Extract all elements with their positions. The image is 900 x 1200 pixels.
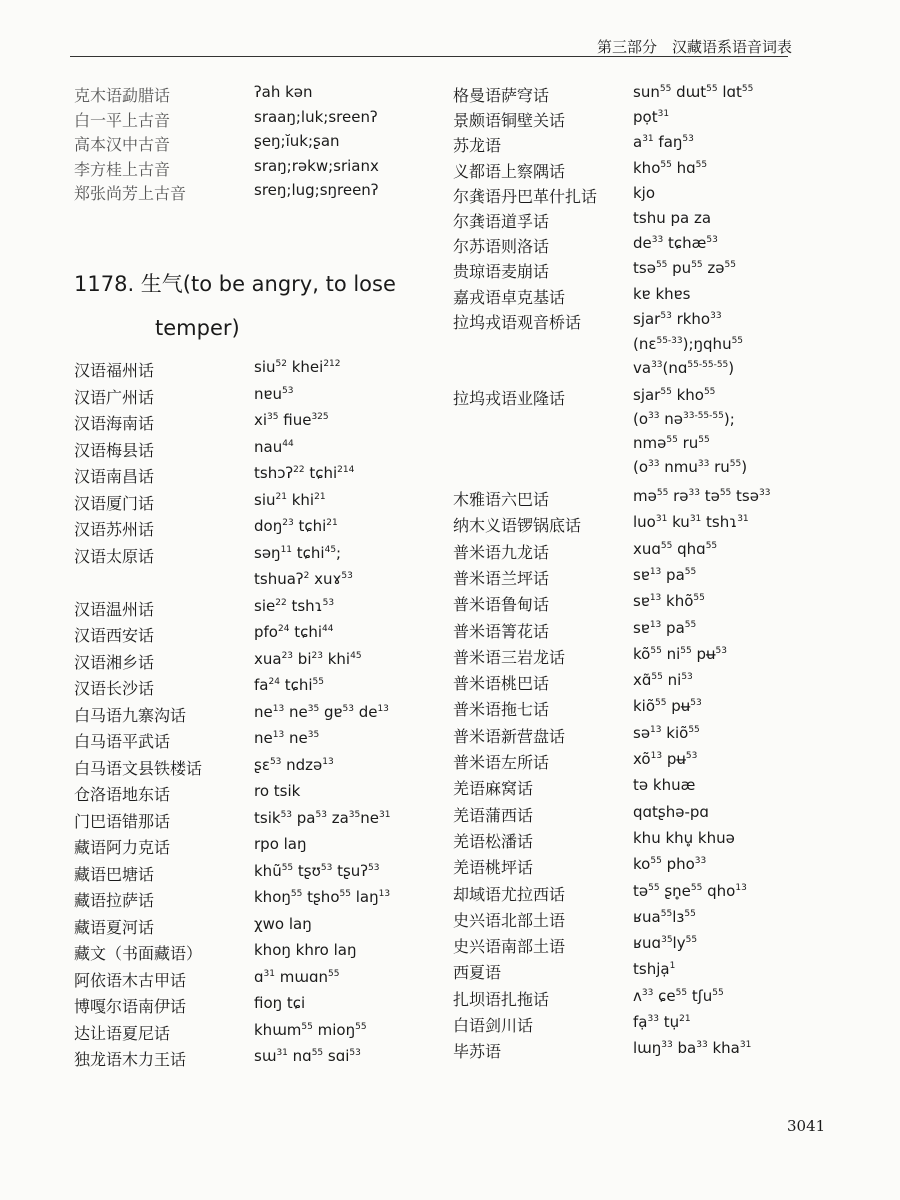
entry-row (74, 623, 333, 646)
language-label: 普米语九龙话 (453, 542, 550, 562)
running-header: 第三部分 汉藏语系语音词表 (597, 38, 793, 56)
entry-row (74, 544, 341, 567)
pronunciation: nau$^{44}$ (254, 437, 294, 456)
language-label: 汉语苏州话 (74, 520, 155, 539)
entry-row (453, 960, 675, 983)
language-label: 尔龚语丹巴革什扎话 (453, 186, 598, 206)
pronunciation: qɑtʂhə-pɑ (633, 802, 709, 821)
language-label: 普米语鲁甸话 (453, 595, 550, 615)
pronunciation: kɐ khɐs (633, 284, 691, 303)
entry-row (453, 209, 711, 232)
language-label: 普米语箐花话 (453, 621, 550, 641)
entry-row (74, 941, 357, 964)
pronunciation: χwo laŋ (254, 914, 312, 933)
pronunciation: $fa^{24}$ tɕhi$^{55}$ (254, 676, 324, 694)
pronunciation: nɐu$^{53}$ (254, 384, 294, 403)
pronunciation: tsə$^{55}$ $pu^{55}$ zə$^{55}$ (633, 259, 736, 278)
entry-row (453, 776, 695, 799)
pronunciation: $ne^{13}$ $ne^{35}$ gɐ$^{53}$ $de^{13}$ (254, 702, 389, 721)
pronunciation-continuation: ($o^{33}$ nmu$^{33}$ $ru^{55}$) (633, 458, 748, 476)
pronunciation-continuation: $va^{33}(nɑ^{55-55-55})$ (633, 359, 735, 377)
pronunciation: $xi^{35}$ fiue$^{325}$ (254, 411, 329, 429)
pronunciation: sɐ$^{13}$ $pa^{55}$ (633, 565, 697, 584)
entry-row (74, 729, 319, 752)
language-label: 羌语蒲西话 (453, 805, 534, 825)
entry-row (453, 855, 706, 878)
entry-row (74, 157, 379, 180)
entry-row (74, 994, 305, 1017)
pronunciation: tshuaʔ$^2$ xuɤ$^{53}$ (254, 570, 353, 588)
entry-row (74, 676, 324, 699)
pronunciation: ʂeŋ;ĭuk;ʂan (254, 132, 340, 150)
language-label: 嘉戎语卓克基话 (453, 287, 566, 307)
language-label: 门巴语错那话 (74, 811, 171, 831)
entry-row (453, 234, 718, 257)
language-label: 景颇语铜壁关话 (453, 111, 566, 131)
pronunciation: khũ$^{55}$ tʂʊ$^{53}$ tʂuʔ$^{53}$ (254, 861, 380, 880)
language-label: 汉语海南话 (74, 414, 155, 433)
entry-row (453, 829, 735, 852)
language-label: 达让语夏尼话 (74, 1023, 171, 1043)
language-label: 普米语三岩龙话 (453, 647, 566, 667)
entry-row (453, 908, 696, 931)
language-label: 毕苏语 (453, 1042, 502, 1062)
entry-row (453, 108, 669, 131)
entry-row (74, 756, 334, 779)
pronunciation: rpo laŋ (254, 835, 307, 853)
entry-row (453, 1039, 751, 1062)
language-label: 藏语巴塘话 (74, 864, 155, 884)
language-label: 义都语上察隅话 (453, 161, 566, 181)
entry-row (453, 882, 747, 905)
language-label: 汉语南昌话 (74, 467, 155, 486)
pronunciation: $ne^{13}$ $ne^{35}$ (254, 729, 320, 747)
entry-row (74, 862, 379, 885)
language-label: 木雅语六巴话 (453, 490, 550, 509)
entry-row (74, 385, 293, 408)
pronunciation: tshu pa za (633, 209, 712, 227)
language-label: 郑张尚芳上古音 (74, 184, 187, 203)
entry-row (453, 934, 697, 957)
pronunciation: xuɑ$^{55}$ qhɑ$^{55}$ (633, 539, 718, 558)
entry-row (453, 285, 690, 308)
entry-row (74, 835, 307, 858)
language-label: 西夏语 (453, 963, 502, 983)
entry-row (74, 181, 378, 204)
language-label: 纳木义语锣锅底话 (453, 516, 582, 536)
pronunciation: tshɔʔ$^{22}$ tɕhi$^{214}$ (254, 464, 355, 482)
entry-row (74, 1021, 367, 1044)
pronunciation: sɐ$^{13}$ khõ$^{55}$ (633, 592, 705, 611)
entry-row (74, 358, 341, 381)
pronunciation: lɯŋ$^{33}$ $ba^{33}$ kha$^{31}$ (633, 1039, 752, 1058)
language-label: 普米语桃巴话 (453, 674, 550, 694)
entry-heading-line1: 1178. 生气(to be angry, to lose (74, 272, 396, 296)
entry-row (453, 724, 700, 747)
language-label: 汉语湘乡话 (74, 652, 155, 672)
pronunciation: khoŋ khro laŋ (254, 941, 357, 959)
pronunciation: kiõ$^{55}$ pʉ$^{53}$ (633, 697, 702, 716)
pronunciation-continuation: nmə$^{55}$ $ru^{55}$ (633, 434, 710, 452)
pronunciation: tshjạ$^1$ (633, 960, 676, 979)
pronunciation: tə khuæ (633, 776, 696, 795)
language-label: 格曼语萨穹话 (453, 86, 550, 105)
language-label: 扎坝语扎拖话 (453, 989, 550, 1009)
entry-row (74, 782, 300, 805)
pronunciation: $de^{33}$ tɕhæ$^{53}$ (633, 234, 718, 253)
language-label: 尔龚语道孚话 (453, 212, 550, 231)
entry-row (453, 184, 655, 207)
entry-row (453, 310, 722, 333)
entry-row (74, 650, 362, 673)
language-label: 汉语温州话 (74, 599, 155, 619)
entry-row (74, 809, 390, 832)
language-label: 汉语梅县话 (74, 440, 155, 460)
entry-row (74, 888, 390, 911)
pronunciation: khoŋ$^{55}$ tʂho$^{55}$ laŋ$^{13}$ (254, 888, 391, 906)
language-label: 汉语西安话 (74, 626, 155, 645)
language-label: 史兴语南部土语 (453, 937, 566, 957)
entry-row (74, 83, 313, 106)
entry-row (453, 697, 702, 720)
pronunciation: khu khu̥ khuə (633, 828, 735, 847)
entry-row (74, 597, 334, 620)
entry-row (453, 513, 749, 536)
pronunciation: ʌ$^{33}$ ɕe$^{55}$ tʃu$^{55}$ (633, 986, 724, 1005)
pronunciation: ɑ$^{31}$ mɯɑn$^{55}$ (254, 967, 340, 986)
language-label: 藏文（书面藏语） (74, 944, 203, 963)
entry-row (453, 83, 753, 106)
language-label: 汉语福州话 (74, 361, 155, 380)
language-label (74, 570, 254, 588)
entry-row (453, 671, 693, 694)
pronunciation: ro tsik (254, 782, 301, 800)
pronunciation-continuation: ($o^{33}$ nə$^{33-55-55}$); (633, 410, 735, 428)
pronunciation: siu$^{52}$ khei$^{212}$ (254, 358, 341, 376)
entry-row (453, 645, 727, 668)
entry-row (74, 703, 389, 726)
pronunciation: sun$^{55}$ dɯt$^{55}$ lɑt$^{55}$ (633, 83, 754, 101)
pronunciation: sie$^{22}$ tshɿ$^{53}$ (254, 596, 335, 615)
page-number: 3041 (787, 1117, 826, 1135)
language-label: 拉坞戎语观音桥话 (453, 312, 582, 332)
pronunciation: fạ$^{33}$ tụ$^{21}$ (633, 1013, 691, 1031)
language-label: 汉语广州话 (74, 387, 155, 407)
language-label: 阿依语木古甲话 (74, 970, 187, 990)
language-label: 汉语长沙话 (74, 679, 155, 698)
pronunciation: sə$^{13}$ kiõ$^{55}$ (633, 723, 700, 742)
language-label: 白一平上古音 (74, 110, 171, 130)
pronunciation: pọt$^{31}$ (633, 108, 670, 127)
language-label: 贵琼语麦崩话 (453, 262, 550, 282)
language-label: 藏语拉萨话 (74, 891, 155, 910)
language-label: 藏语阿力克话 (74, 838, 171, 857)
entry-row (74, 570, 353, 588)
pronunciation: $ko^{55}$ pho$^{33}$ (633, 855, 707, 874)
pronunciation: fioŋ tɕi (254, 994, 306, 1012)
language-label: 羌语松潘话 (453, 831, 534, 851)
language-label: 博嘎尔语南伊话 (74, 997, 187, 1016)
pronunciation: ʁua$^{55}$lɜ$^{55}$ (633, 907, 696, 926)
entry-row (453, 133, 694, 156)
entry-heading-line2: temper) (155, 316, 240, 340)
language-label: 普米语拖七话 (453, 700, 550, 720)
entry-row (74, 411, 329, 434)
language-label: 独龙语木力王话 (74, 1050, 187, 1069)
language-label: 史兴语北部土语 (453, 910, 566, 930)
language-label: 尔苏语则洛话 (453, 237, 550, 257)
entry-row (74, 1047, 361, 1070)
language-label: 苏龙语 (453, 136, 502, 156)
entry-row (453, 619, 696, 642)
entry-row (74, 517, 338, 540)
pronunciation: $kõ^{55}$ $ni^{55}$ pʉ$^{53}$ (633, 644, 727, 663)
pronunciation: kjo (633, 183, 656, 202)
language-label: 高本汉中古音 (74, 135, 171, 154)
language-label: 仓洛语地东话 (74, 785, 171, 804)
pronunciation: $ʁuɑ^{35}ly^{55}$ (633, 934, 698, 953)
language-label: 却域语尤拉西话 (453, 884, 566, 904)
language-label: 羌语麻窝话 (453, 779, 534, 799)
pronunciation-continuation: (nɛ$^{55-33}$);ŋqhu$^{55}$ (633, 335, 744, 353)
pronunciation: sɐ$^{13}$ $pa^{55}$ (633, 618, 697, 637)
entry-row (453, 386, 715, 409)
language-label: 白语剑川话 (453, 1016, 534, 1035)
pronunciation: tə$^{55}$ $ʂn̥e^{55}$ qho$^{13}$ (633, 881, 747, 900)
pronunciation: sjar$^{53}$ rkho$^{33}$ (633, 309, 722, 328)
pronunciation: $a^{31}$ faŋ$^{53}$ (633, 133, 694, 152)
pronunciation: khɯm$^{55}$ mioŋ$^{55}$ (254, 1020, 367, 1039)
entry-row (74, 438, 294, 461)
entry-row (453, 592, 705, 615)
entry-row (453, 487, 770, 510)
entry-row (453, 987, 724, 1010)
pronunciation: sɯ$^{31}$ nɑ$^{55}$ sɑi$^{53}$ (254, 1047, 361, 1065)
language-label: 白马语文县铁楼话 (74, 758, 203, 778)
language-label: 克木语勐腊话 (74, 86, 171, 105)
pronunciation: doŋ$^{23}$ tɕhi$^{21}$ (254, 517, 338, 535)
entry-row (74, 491, 326, 514)
entry-row (453, 750, 697, 773)
language-label: 普米语新营盘话 (453, 726, 566, 746)
entry-row (453, 259, 736, 282)
pronunciation: siu$^{21}$ khi$^{21}$ (254, 490, 326, 509)
pronunciation: sreŋ;lug;sŋreenʔ (254, 181, 379, 199)
language-label: 羌语桃坪话 (453, 858, 534, 878)
entry-row (453, 1013, 691, 1036)
entry-row (74, 132, 340, 155)
entry-row (74, 915, 312, 938)
language-label: 普米语兰坪话 (453, 568, 550, 588)
pronunciation: sraaŋ;luk;sreenʔ (254, 107, 378, 126)
language-label: 白马语平武话 (74, 732, 171, 751)
pronunciation: xɑ̃$^{55}$ $ni^{53}$ (633, 671, 693, 690)
entry-row (74, 968, 339, 991)
header-rule (70, 56, 788, 57)
pronunciation: mə$^{55}$ rə$^{33}$ tə$^{55}$ tsə$^{33}$ (633, 487, 771, 505)
pronunciation: $xõ^{13}$ pʉ$^{53}$ (633, 750, 698, 768)
entry-row (453, 540, 717, 563)
pronunciation: kho$^{55}$ hɑ$^{55}$ (633, 158, 708, 177)
language-label: 汉语太原话 (74, 546, 155, 566)
pronunciation: ʂɛ$^{53}$ ndzə$^{13}$ (254, 755, 334, 774)
language-label: 普米语左所话 (453, 753, 550, 772)
language-label: 李方桂上古音 (74, 159, 171, 179)
pronunciation: sjar$^{55}$ kho$^{55}$ (633, 386, 716, 404)
pronunciation: ʔah kən (254, 83, 313, 101)
language-label: 汉语厦门话 (74, 493, 155, 513)
pronunciation: luo$^{31}$ $ku^{31}$ tshɿ$^{31}$ (633, 513, 749, 532)
pronunciation: pfo$^{24}$ tɕhi$^{44}$ (254, 623, 334, 641)
entry-row (453, 803, 709, 826)
entry-row (74, 464, 354, 487)
language-label: 拉坞戎语业隆话 (453, 389, 566, 408)
entry-row (453, 159, 707, 182)
language-label: 藏语夏河话 (74, 917, 155, 937)
pronunciation: səŋ$^{11}$ tɕhi$^{45}$; (254, 543, 342, 562)
pronunciation: tsik$^{53}$ $pa^{53}$ $za^{35}ne^{31}$ (254, 808, 391, 827)
pronunciation: xua$^{23}$ $bi^{23}$ khi$^{45}$ (254, 649, 362, 668)
pronunciation: sraŋ;rəkw;srianx (254, 156, 379, 175)
entry-row (74, 108, 378, 131)
entry-row (453, 566, 696, 589)
language-label: 白马语九寨沟话 (74, 705, 187, 725)
